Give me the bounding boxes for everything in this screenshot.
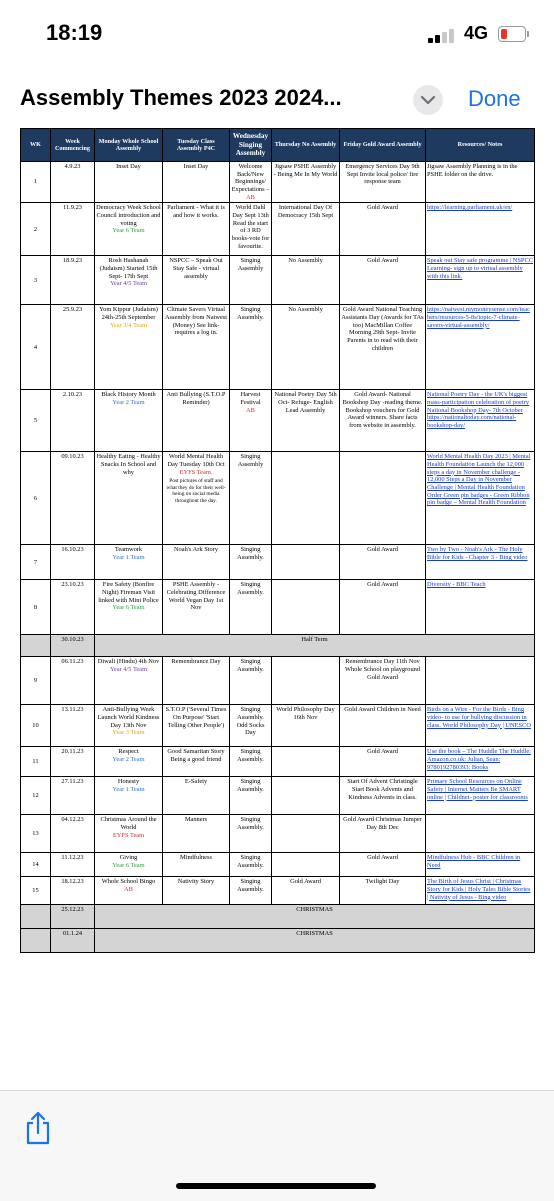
header-tuesday: Tuesday Class Assembly P4C bbox=[163, 129, 230, 162]
wk-cell bbox=[21, 747, 51, 777]
monday-cell bbox=[95, 657, 163, 705]
tuesday-cell bbox=[163, 877, 230, 905]
table-row bbox=[21, 390, 535, 452]
wk-cell bbox=[21, 815, 51, 853]
tuesday-cell bbox=[163, 161, 230, 202]
tuesday-cell bbox=[163, 580, 230, 635]
friday-cell bbox=[340, 877, 426, 905]
break-label: Half Term bbox=[95, 635, 535, 657]
resources-cell bbox=[426, 657, 535, 705]
wk-cell-text: 7 bbox=[33, 558, 38, 566]
wednesday-cell bbox=[230, 747, 272, 777]
date-cell-text: 27.11.23 bbox=[61, 778, 84, 786]
tuesday-cell-text: Mindfulness bbox=[180, 854, 212, 862]
resources-cell-text: Birds on a Wire - For the Birds - Bing video- to use for bullying discussion in class. World Philosophy Day | UNESCO bbox=[427, 706, 531, 729]
thursday-cell-text: National Poetry Day 5th Oct- Refuge- English Lead Assembly bbox=[274, 391, 337, 414]
resources-cell[interactable] bbox=[426, 853, 535, 877]
thursday-cell-text: No Assembly bbox=[288, 306, 323, 314]
wk-cell bbox=[21, 305, 51, 390]
monday-cell-text: Fire Safety (Bonfire Night) Fireman Visit linked with Mini Police bbox=[98, 581, 159, 604]
wednesday-cell bbox=[230, 853, 272, 877]
date-cell bbox=[51, 747, 95, 777]
team-tag: Year 6 Team bbox=[112, 604, 145, 612]
wednesday-cell bbox=[230, 580, 272, 635]
team-tag: Year 2 Team bbox=[112, 756, 145, 764]
battery-icon bbox=[498, 26, 526, 42]
tuesday-cell-text: Inset Day bbox=[183, 162, 209, 170]
friday-cell bbox=[340, 657, 426, 705]
thursday-cell-text: Jigsaw PSHE Assembly - Being Me In My World bbox=[273, 162, 338, 178]
monday-cell bbox=[95, 305, 163, 390]
monday-cell-text: Democracy Week School Council introduction and voting bbox=[96, 204, 161, 227]
wednesday-cell bbox=[230, 390, 272, 452]
table-row bbox=[21, 161, 535, 202]
resources-cell-text: World Mental Health Day 2023 | Mental Health Foundation Launch the 12,000 steps a day in November challenge - 12,000 Steps a Day in November Challenge | Mental Health Foundation Order Green pin badges - Green Ribbon pin badge – Mental Health Foundation bbox=[427, 453, 531, 507]
date-cell bbox=[51, 545, 95, 580]
thursday-cell bbox=[272, 815, 340, 853]
date-cell-text: 13.11.23 bbox=[61, 706, 84, 714]
date-cell bbox=[51, 161, 95, 202]
thursday-cell bbox=[272, 705, 340, 747]
monday-cell bbox=[95, 815, 163, 853]
friday-cell bbox=[340, 305, 426, 390]
friday-cell bbox=[340, 705, 426, 747]
wednesday-cell bbox=[230, 777, 272, 815]
wk-cell-text: 12 bbox=[32, 792, 39, 800]
resources-cell-text: Mindfulness Hub - BBC Children in Need bbox=[427, 854, 521, 870]
date-cell-text: 11.12.23 bbox=[61, 854, 84, 862]
wednesday-cell-text: Singing Assembly. bbox=[237, 581, 264, 597]
tuesday-cell bbox=[163, 815, 230, 853]
date-cell-text: 16.10.23 bbox=[61, 546, 84, 554]
team-tag: Year 6 Team bbox=[112, 227, 145, 235]
wk-cell bbox=[21, 545, 51, 580]
date-cell: 25.12.23 bbox=[51, 905, 95, 929]
date-cell-text: 18.9.23 bbox=[62, 257, 83, 265]
date-cell-text: 20.11.23 bbox=[61, 748, 84, 756]
tuesday-cell bbox=[163, 747, 230, 777]
wk-cell-text: 5 bbox=[33, 417, 38, 425]
cellular-signal-icon bbox=[428, 27, 458, 43]
team-tag: Year 1 Team bbox=[112, 554, 145, 562]
date-cell: 30.10.23 bbox=[51, 635, 95, 657]
thursday-cell bbox=[272, 305, 340, 390]
date-cell: 01.1.24 bbox=[51, 929, 95, 953]
monday-cell bbox=[95, 390, 163, 452]
thursday-cell-text: No Assembly bbox=[288, 257, 323, 265]
thursday-cell bbox=[272, 545, 340, 580]
thursday-cell bbox=[272, 452, 340, 545]
friday-cell bbox=[340, 161, 426, 202]
date-cell-text: 04.12.23 bbox=[61, 816, 84, 824]
wednesday-cell-text: World Dahl Day Sept 13th Read the start of 3 RD books-vote for favourite. bbox=[231, 204, 270, 250]
resources-cell-text: National Poetry Day - the UK's biggest mass-participation celebration of poetry National Bookshop Day- 7th October https://nationaltoday.com/national-bookshop-day/ bbox=[427, 391, 530, 430]
wednesday-cell bbox=[230, 256, 272, 305]
resources-cell[interactable] bbox=[426, 777, 535, 815]
tuesday-cell-note: Post pictures of staff and what they do for their well-being on social media throughout the day. bbox=[166, 478, 226, 504]
document-title: Assembly Themes 2023 2024... bbox=[20, 85, 342, 110]
thursday-cell bbox=[272, 390, 340, 452]
friday-cell-text: Emergency Services Day 9th Sept Invite local police/ fire response team bbox=[345, 162, 420, 186]
wednesday-cell-text: Singing Assembly. bbox=[237, 778, 264, 794]
table-row bbox=[21, 777, 535, 815]
wednesday-cell-text: Singing Assembly. Odd Socks Day bbox=[236, 706, 265, 737]
monday-cell bbox=[95, 777, 163, 815]
tuesday-cell bbox=[163, 256, 230, 305]
wednesday-cell bbox=[230, 161, 272, 202]
home-indicator bbox=[176, 1183, 376, 1189]
resources-cell[interactable] bbox=[426, 545, 535, 580]
wednesday-cell-text: Singing Assembly. bbox=[237, 546, 264, 562]
wednesday-cell-text: Singing Assembly. bbox=[237, 658, 264, 674]
friday-cell-text: Gold Award bbox=[367, 581, 398, 589]
friday-cell bbox=[340, 815, 426, 853]
wednesday-cell bbox=[230, 657, 272, 705]
tuesday-cell-text: Parliament - What it is and how it works. bbox=[167, 204, 225, 220]
resources-cell bbox=[426, 815, 535, 853]
wednesday-cell-text: Singing Assembly. bbox=[237, 854, 264, 870]
resources-cell-text: Use the book – The Huddle The Huddle: Amazon.co.uk: Julian, Sean: 9780192780393: Books bbox=[427, 748, 531, 771]
wk-cell bbox=[21, 705, 51, 747]
tuesday-cell bbox=[163, 452, 230, 545]
friday-cell-text: Start Of Advent Christingle Start Book Advents and Kindness Advents in class. bbox=[347, 778, 418, 801]
assembly-schedule-table bbox=[20, 128, 535, 953]
thursday-cell bbox=[272, 161, 340, 202]
wk-cell bbox=[21, 853, 51, 877]
thursday-cell bbox=[272, 877, 340, 905]
date-cell bbox=[51, 305, 95, 390]
table-row bbox=[21, 256, 535, 305]
table-row bbox=[21, 545, 535, 580]
friday-cell bbox=[340, 747, 426, 777]
table-row bbox=[21, 452, 535, 545]
thursday-cell bbox=[272, 580, 340, 635]
wk-cell bbox=[21, 580, 51, 635]
thursday-cell-text: World Philosophy Day 16th Nov bbox=[276, 706, 335, 722]
team-tag: Year 2 Team bbox=[112, 399, 145, 407]
resources-cell-text: Speak out Stay safe programme | NSPCC Learning- sign up to virtual assembly with this link. bbox=[427, 257, 534, 280]
monday-cell-text: Christmas Around the World bbox=[100, 816, 157, 832]
wk-cell-text: 2 bbox=[33, 225, 38, 233]
network-type: 4G bbox=[464, 23, 489, 43]
wednesday-cell-text: Singing Assembly. bbox=[237, 816, 264, 832]
resources-cell[interactable] bbox=[426, 305, 535, 390]
tuesday-cell-text: Remembrance Day bbox=[171, 658, 221, 666]
monday-cell bbox=[95, 203, 163, 256]
monday-cell-text: Healthy Eating - Healthy Snacks In School and why bbox=[96, 453, 161, 476]
wednesday-cell bbox=[230, 705, 272, 747]
tuesday-cell bbox=[163, 705, 230, 747]
title-dropdown-button[interactable] bbox=[413, 85, 443, 115]
wk-cell bbox=[21, 390, 51, 452]
wk-cell-text: 3 bbox=[33, 276, 38, 284]
tuesday-cell-text: NSPCC – Speak Out Stay Safe - virtual assembly bbox=[169, 257, 223, 280]
friday-cell-text: Gold Award bbox=[367, 546, 398, 554]
wk-cell-text: 4 bbox=[33, 343, 38, 351]
date-cell bbox=[51, 777, 95, 815]
wednesday-cell-text: Singing Assembly. bbox=[237, 306, 264, 322]
date-cell-text: 23.10.23 bbox=[61, 581, 84, 589]
done-button[interactable]: Done bbox=[468, 86, 521, 111]
friday-cell bbox=[340, 777, 426, 815]
date-cell-text: 18.12.23 bbox=[61, 878, 84, 886]
resources-cell[interactable] bbox=[426, 452, 535, 545]
header-wk: WK bbox=[21, 129, 51, 162]
friday-cell-text: Gold Award bbox=[367, 854, 398, 862]
date-cell bbox=[51, 390, 95, 452]
wk-cell-text: 15 bbox=[32, 887, 39, 895]
wk-cell-text: 1 bbox=[33, 178, 38, 186]
document-view[interactable] bbox=[0, 128, 554, 1090]
monday-cell-text: Teamwork bbox=[114, 546, 143, 554]
wednesday-cell-text: Singing Assembly. bbox=[237, 748, 264, 764]
date-cell bbox=[51, 705, 95, 747]
friday-cell-text: Twilight Day bbox=[365, 878, 400, 886]
wk-cell bbox=[21, 905, 51, 929]
resources-cell[interactable] bbox=[426, 747, 535, 777]
resources-cell-text: https://learning.parliament.uk/en/ bbox=[427, 204, 513, 212]
monday-cell-text: Inset Day bbox=[116, 162, 141, 170]
friday-cell-text: Gold Award bbox=[367, 204, 398, 212]
thursday-cell-text: Gold Award bbox=[290, 878, 321, 886]
table-row bbox=[21, 877, 535, 905]
tuesday-cell-text: Noah's Ark Story bbox=[173, 546, 219, 554]
tuesday-cell-text: Anti Bullying (S.T.O.P Reminder) bbox=[166, 391, 226, 407]
friday-cell-text: Remembrance Day 11th Nov Whole School on playground Gold Award bbox=[344, 658, 421, 681]
team-tag: AB bbox=[246, 406, 255, 414]
monday-cell bbox=[95, 545, 163, 580]
resources-cell-text: Two by Two - Noah's Ark - The Holy Bible for Kids - Chapter 3 - Bing video bbox=[427, 546, 528, 562]
team-tag: Year 3 Team bbox=[112, 729, 145, 737]
resources-cell[interactable] bbox=[426, 705, 535, 747]
friday-cell bbox=[340, 203, 426, 256]
tuesday-cell bbox=[163, 203, 230, 256]
date-cell bbox=[51, 580, 95, 635]
wk-cell bbox=[21, 203, 51, 256]
wk-cell bbox=[21, 877, 51, 905]
wk-cell-text: 10 bbox=[32, 722, 39, 730]
header-week: Week Commencing bbox=[51, 129, 95, 162]
tuesday-cell bbox=[163, 657, 230, 705]
table-row bbox=[21, 815, 535, 853]
tuesday-cell-text: Manners bbox=[184, 816, 208, 824]
wk-cell-text: 8 bbox=[33, 603, 38, 611]
date-cell bbox=[51, 657, 95, 705]
table-row bbox=[21, 203, 535, 256]
team-tag: Year 4/5 Team bbox=[109, 666, 148, 674]
chevron-down-icon bbox=[421, 94, 435, 106]
table-row bbox=[21, 657, 535, 705]
wk-cell bbox=[21, 777, 51, 815]
date-cell-text: 09.10.23 bbox=[61, 453, 84, 461]
share-button[interactable] bbox=[24, 1111, 52, 1145]
tuesday-cell bbox=[163, 853, 230, 877]
tuesday-cell-text: S.T.O.P ('Several Times On Purpose' 'Start Telling Other People') bbox=[165, 706, 227, 729]
wk-cell-text: 13 bbox=[32, 830, 39, 838]
friday-cell bbox=[340, 452, 426, 545]
resources-cell[interactable] bbox=[426, 203, 535, 256]
resources-cell[interactable] bbox=[426, 256, 535, 305]
wednesday-cell bbox=[230, 203, 272, 256]
wednesday-cell-text: Singing Assembly bbox=[237, 453, 264, 469]
wk-cell bbox=[21, 929, 51, 953]
date-cell bbox=[51, 853, 95, 877]
resources-cell-text: The Birth of Jesus Christ | Christmas Story for Kids | Holy Tales Bible Stories | Nativity of Jesus - Bing video bbox=[427, 878, 531, 901]
tuesday-cell-text: PSHE Assembly - Celebrating Difference World Vegan Day 1st Nov bbox=[166, 581, 226, 612]
table-row-break bbox=[21, 635, 535, 657]
tuesday-cell bbox=[163, 545, 230, 580]
friday-cell-text: Gold Award Children in Need bbox=[344, 706, 421, 714]
wk-cell bbox=[21, 657, 51, 705]
date-cell-text: 25.9.23 bbox=[62, 306, 83, 314]
tuesday-cell-text: World Mental Health Day Tuesday 10th Oct bbox=[167, 453, 225, 469]
navigation-bar bbox=[0, 72, 554, 128]
date-cell-text: 4.9.23 bbox=[64, 162, 81, 170]
resources-cell[interactable] bbox=[426, 390, 535, 452]
wednesday-cell-text: Singing Assembly. bbox=[237, 878, 264, 894]
team-tag: EYFS Team. bbox=[179, 468, 213, 476]
monday-cell-text: Black History Month bbox=[101, 391, 156, 399]
monday-cell-text: Whole School Bingo bbox=[101, 878, 156, 886]
tuesday-cell-text: Good Samaritan Story Being a good friend bbox=[167, 748, 225, 764]
friday-cell-text: Gold Award- National Bookshop Day -reading theme. Bookshop vouchers for Gold Award winners. Share facts from website in assembly. bbox=[342, 391, 423, 430]
status-time: 18:19 bbox=[46, 20, 103, 45]
table-row bbox=[21, 705, 535, 747]
date-cell bbox=[51, 203, 95, 256]
tuesday-cell bbox=[163, 305, 230, 390]
tuesday-cell bbox=[163, 390, 230, 452]
table-row bbox=[21, 305, 535, 390]
monday-cell-text: Respect bbox=[118, 748, 139, 756]
tuesday-cell-text: Climate Savers Virtual Assembly from Natwest (Money) See link- requires a log in. bbox=[164, 306, 228, 337]
team-tag: Year 6 Team bbox=[112, 862, 145, 870]
thursday-cell bbox=[272, 256, 340, 305]
monday-cell-text: Giving bbox=[119, 854, 138, 862]
share-icon bbox=[24, 1111, 52, 1145]
wk-cell-text: 6 bbox=[33, 494, 38, 502]
resources-cell[interactable] bbox=[426, 580, 535, 635]
table-row bbox=[21, 853, 535, 877]
friday-cell-text: Gold Award bbox=[367, 748, 398, 756]
monday-cell bbox=[95, 256, 163, 305]
thursday-cell bbox=[272, 777, 340, 815]
monday-cell-text: Yom Kippur (Judaism) 24th-25th September bbox=[99, 306, 158, 322]
friday-cell-text: Gold Award Christmas Jumper Day 8th Dec bbox=[343, 816, 422, 832]
wednesday-cell bbox=[230, 452, 272, 545]
wednesday-cell-text: Harvest Festival bbox=[240, 391, 261, 407]
friday-cell bbox=[340, 256, 426, 305]
resources-cell-text: Jigsaw Assembly Planning is in the PSHE folder on the drive. bbox=[427, 162, 518, 178]
date-cell bbox=[51, 815, 95, 853]
monday-cell bbox=[95, 747, 163, 777]
wk-cell bbox=[21, 256, 51, 305]
header-resources: Resources/ Notes bbox=[426, 129, 535, 162]
monday-cell bbox=[95, 877, 163, 905]
header-wednesday: Wednesday Singing Assembly bbox=[230, 129, 272, 162]
table-header-row bbox=[21, 129, 535, 162]
table-row-break bbox=[21, 929, 535, 953]
header-monday: Monday Whole School Assembly bbox=[95, 129, 163, 162]
date-cell bbox=[51, 256, 95, 305]
wk-cell bbox=[21, 452, 51, 545]
wednesday-cell bbox=[230, 545, 272, 580]
thursday-cell bbox=[272, 747, 340, 777]
resources-cell[interactable] bbox=[426, 877, 535, 905]
break-label: CHRISTMAS bbox=[95, 905, 535, 929]
wk-cell-text: 9 bbox=[33, 677, 38, 685]
friday-cell bbox=[340, 853, 426, 877]
table-row-break bbox=[21, 905, 535, 929]
break-label: CHRISTMAS bbox=[95, 929, 535, 953]
friday-cell bbox=[340, 390, 426, 452]
wednesday-cell bbox=[230, 305, 272, 390]
resources-cell[interactable] bbox=[426, 161, 535, 202]
wk-cell-text: 11 bbox=[32, 758, 39, 766]
team-tag: AB bbox=[124, 886, 133, 894]
resources-cell-text: Diversity - BBC Teach bbox=[427, 581, 486, 589]
team-tag: Year 3/4 Team bbox=[109, 321, 148, 329]
monday-cell-text: Rosh Hashanah (Judaism) Started 15th Sept- 17th Sept bbox=[99, 257, 158, 280]
tuesday-cell-text: Nativity Story bbox=[177, 878, 215, 886]
wk-cell-text: 14 bbox=[32, 861, 39, 869]
wednesday-cell bbox=[230, 877, 272, 905]
monday-cell bbox=[95, 705, 163, 747]
monday-cell bbox=[95, 580, 163, 635]
wednesday-cell bbox=[230, 815, 272, 853]
resources-cell-text: Primary School Resources on Online Safety | Internet Matters Be SMART online | Childnet- poster for classrooms bbox=[427, 778, 528, 801]
team-tag: EYFS Team bbox=[112, 831, 145, 839]
friday-cell-text: Gold Award National Teaching Assistants Day (Awards for TAs too) MacMillan Coffee Morning 29th Sept- Invite Parents in to read with their children bbox=[341, 306, 424, 352]
date-cell-text: 2.10.23 bbox=[62, 391, 83, 399]
wk-cell bbox=[21, 635, 51, 657]
wednesday-cell-text: Singing Assembly bbox=[237, 257, 264, 273]
team-tag: AB bbox=[246, 193, 255, 201]
monday-cell-text: Honesty bbox=[117, 778, 140, 786]
date-cell bbox=[51, 877, 95, 905]
tuesday-cell-text: E-Safety bbox=[184, 778, 208, 786]
header-friday: Friday Gold Award Assembly bbox=[340, 129, 426, 162]
status-bar bbox=[0, 0, 554, 70]
team-tag: Year 1 Team bbox=[112, 786, 145, 794]
table-row bbox=[21, 580, 535, 635]
thursday-cell-text: International Day Of Democracy 15th Sept bbox=[277, 204, 334, 220]
friday-cell-text: Gold Award bbox=[367, 257, 398, 265]
date-cell-text: 11.9.23 bbox=[63, 204, 82, 212]
date-cell-text: 06.11.23 bbox=[61, 658, 84, 666]
wednesday-cell-text: Welcome Back/New Beginnings/ Expectations – bbox=[231, 162, 270, 193]
tuesday-cell bbox=[163, 777, 230, 815]
resources-cell-text: https://natwest.mymoneysense.com/teachers/resources-5-8s/topic-7-climate-savers-virtual-assembly/ bbox=[427, 306, 530, 329]
team-tag: Year 4/5 Team bbox=[109, 280, 148, 288]
table-row bbox=[21, 747, 535, 777]
monday-cell bbox=[95, 452, 163, 545]
monday-cell bbox=[95, 853, 163, 877]
monday-cell-text: Diwali (Hindu) 4th Nov bbox=[97, 658, 160, 666]
date-cell bbox=[51, 452, 95, 545]
monday-cell-text: Anti-Bullying Week Launch World Kindness Day 13th Nov bbox=[97, 706, 160, 729]
thursday-cell bbox=[272, 853, 340, 877]
friday-cell bbox=[340, 545, 426, 580]
header-thursday: Thursday No Assembly bbox=[272, 129, 340, 162]
monday-cell bbox=[95, 161, 163, 202]
friday-cell bbox=[340, 580, 426, 635]
thursday-cell bbox=[272, 203, 340, 256]
thursday-cell bbox=[272, 657, 340, 705]
wk-cell bbox=[21, 161, 51, 202]
